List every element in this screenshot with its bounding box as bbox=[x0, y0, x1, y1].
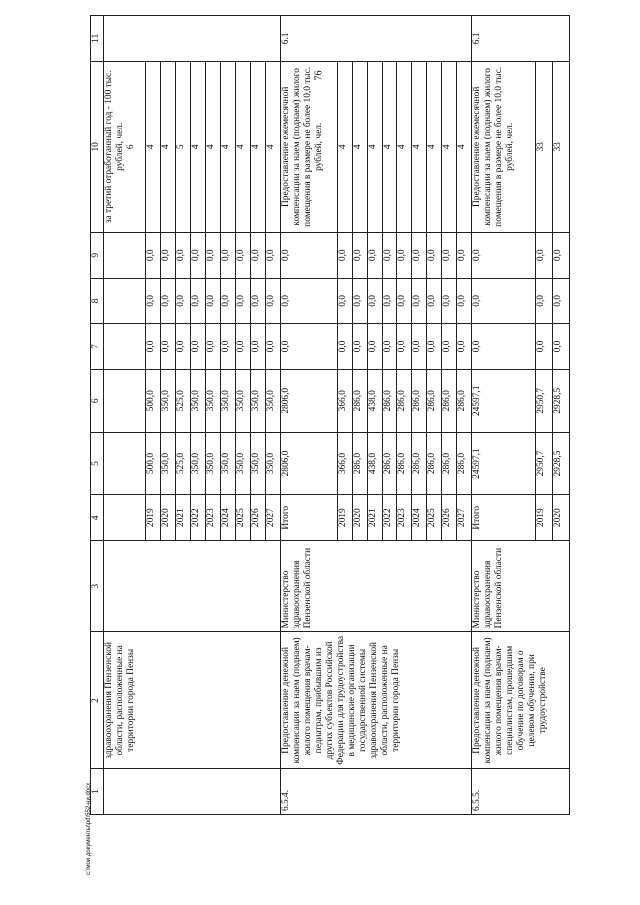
table-cell: 2022 bbox=[382, 495, 397, 541]
table-cell: 286,0 bbox=[457, 432, 472, 495]
table-cell: 2950,7 bbox=[535, 432, 552, 495]
table-cell: 0,0 bbox=[266, 324, 281, 370]
table-cell: 4 bbox=[397, 61, 412, 232]
table-cell: Итого bbox=[472, 495, 536, 541]
header-cell: 1 bbox=[91, 769, 104, 815]
header-cell: 3 bbox=[91, 541, 104, 632]
table-cell: 286,0 bbox=[352, 369, 367, 432]
table-cell: 2025 bbox=[427, 495, 442, 541]
table-cell: 0,0 bbox=[281, 324, 337, 370]
header-cell: 10 bbox=[91, 61, 104, 232]
table-cell: 350,0 bbox=[236, 432, 251, 495]
table-cell: 0,0 bbox=[221, 324, 236, 370]
table-cell: 5 bbox=[176, 61, 191, 232]
table-cell: Итого bbox=[281, 495, 337, 541]
table-cell: 33 bbox=[552, 61, 569, 232]
table-cell: 4 bbox=[352, 61, 367, 232]
table-cell: 286,0 bbox=[412, 369, 427, 432]
table-cell: 0,0 bbox=[352, 324, 367, 370]
table-cell: 500,0 bbox=[146, 369, 161, 432]
table-cell: 0,0 bbox=[412, 324, 427, 370]
table-cell: 350,0 bbox=[221, 369, 236, 432]
table-cell: 0,0 bbox=[367, 324, 382, 370]
table-cell: 0,0 bbox=[472, 232, 536, 278]
table-cell: 0,0 bbox=[281, 232, 337, 278]
table-cell: 0,0 bbox=[427, 324, 442, 370]
table-cell: 0,0 bbox=[427, 232, 442, 278]
table-cell: 2025 bbox=[236, 495, 251, 541]
table-cell: 0,0 bbox=[535, 232, 552, 278]
table-cell: 2027 bbox=[457, 495, 472, 541]
table-cell: 0,0 bbox=[457, 278, 472, 324]
table-cell: 350,0 bbox=[206, 432, 221, 495]
table-cell: 0,0 bbox=[367, 278, 382, 324]
table-cell: 438,0 bbox=[367, 369, 382, 432]
header-cell: 5 bbox=[91, 432, 104, 495]
header-cell: 4 bbox=[91, 495, 104, 541]
table-cell: 350,0 bbox=[221, 432, 236, 495]
table-cell: 4 bbox=[161, 61, 176, 232]
table-cell: 4 bbox=[367, 61, 382, 232]
table-cell: 4 bbox=[146, 61, 161, 232]
table-cell: 2023 bbox=[206, 495, 221, 541]
table-cell: 2928,5 bbox=[552, 432, 569, 495]
table-cell: 0,0 bbox=[337, 278, 352, 324]
header-cell: 11 bbox=[91, 16, 104, 62]
table-cell: 0,0 bbox=[535, 278, 552, 324]
table-cell bbox=[104, 232, 146, 278]
table-cell: 286,0 bbox=[442, 432, 457, 495]
table-wrapper bbox=[90, 15, 570, 815]
table-cell: 0,0 bbox=[221, 278, 236, 324]
header-row bbox=[91, 16, 104, 815]
table-cell: 0,0 bbox=[161, 278, 176, 324]
table-row bbox=[104, 16, 146, 815]
table-cell: 4 bbox=[251, 61, 266, 232]
table-cell: 0,0 bbox=[266, 232, 281, 278]
table-cell: 0,0 bbox=[251, 232, 266, 278]
table-cell: 366,0 bbox=[337, 432, 352, 495]
table-cell: 4 bbox=[221, 61, 236, 232]
table-cell: 350,0 bbox=[161, 369, 176, 432]
table-cell: 0,0 bbox=[206, 278, 221, 324]
table-cell: 2023 bbox=[397, 495, 412, 541]
table-cell: 0,0 bbox=[146, 324, 161, 370]
table-cell: Министерство здравоохранения Пензенской области bbox=[472, 541, 570, 632]
table-cell: 6.1 bbox=[281, 16, 472, 62]
table-cell: 0,0 bbox=[367, 232, 382, 278]
table-row bbox=[472, 16, 536, 815]
table-cell: 350,0 bbox=[251, 432, 266, 495]
table-cell: 2019 bbox=[535, 495, 552, 541]
table-cell: 4 bbox=[457, 61, 472, 232]
table-cell: 0,0 bbox=[442, 278, 457, 324]
table-cell: 0,0 bbox=[191, 324, 206, 370]
table-cell: 350,0 bbox=[251, 369, 266, 432]
table-cell bbox=[104, 495, 146, 541]
table-cell: 0,0 bbox=[427, 278, 442, 324]
program-table bbox=[90, 15, 570, 815]
table-cell: 350,0 bbox=[191, 432, 206, 495]
table-cell bbox=[104, 541, 281, 632]
table-cell: 286,0 bbox=[382, 432, 397, 495]
table-cell: 0,0 bbox=[457, 324, 472, 370]
table-cell: 2021 bbox=[367, 495, 382, 541]
table-cell: 2019 bbox=[146, 495, 161, 541]
table-cell: 2021 bbox=[176, 495, 191, 541]
header-cell: 7 bbox=[91, 324, 104, 370]
table-cell: 2020 bbox=[161, 495, 176, 541]
table-cell: 4 bbox=[442, 61, 457, 232]
table-cell: 350,0 bbox=[161, 432, 176, 495]
header-cell: 6 bbox=[91, 369, 104, 432]
table-cell: 0,0 bbox=[552, 324, 569, 370]
table-cell: 286,0 bbox=[382, 369, 397, 432]
table-cell: 286,0 bbox=[427, 432, 442, 495]
table-cell: 4 bbox=[206, 61, 221, 232]
table-cell bbox=[104, 432, 146, 495]
table-cell: 286,0 bbox=[352, 432, 367, 495]
table-cell: 0,0 bbox=[382, 324, 397, 370]
table-cell: 0,0 bbox=[176, 278, 191, 324]
table-cell: 0,0 bbox=[352, 232, 367, 278]
table-cell: 4 bbox=[266, 61, 281, 232]
table-row bbox=[281, 16, 337, 815]
table-cell bbox=[104, 324, 146, 370]
table-cell: 0,0 bbox=[281, 278, 337, 324]
table-cell: 4 bbox=[382, 61, 397, 232]
table-cell: 438,0 bbox=[367, 432, 382, 495]
table-cell: 2950,7 bbox=[535, 369, 552, 432]
table-cell: 4 bbox=[191, 61, 206, 232]
table-cell: 2024 bbox=[221, 495, 236, 541]
table-cell: 2020 bbox=[352, 495, 367, 541]
table-cell: 2026 bbox=[442, 495, 457, 541]
table-cell: 350,0 bbox=[266, 369, 281, 432]
page-number: 76 bbox=[313, 70, 325, 81]
table-cell: 286,0 bbox=[427, 369, 442, 432]
table-cell: 0,0 bbox=[176, 232, 191, 278]
table-cell: 0,0 bbox=[442, 232, 457, 278]
table-cell: 2806,0 bbox=[281, 432, 337, 495]
table-cell: 0,0 bbox=[266, 278, 281, 324]
table-cell: 0,0 bbox=[337, 324, 352, 370]
table-cell: 4 bbox=[236, 61, 251, 232]
table-cell: Предоставление денежной компенсации за наем (поднаем) жилого помещения врачам-специалистам, прошедшим обучение по договорам о целевом обучении, при трудоустройстве bbox=[472, 632, 570, 769]
table-cell: Министерство здравоохранения Пензенской области bbox=[281, 541, 472, 632]
table-cell: 0,0 bbox=[236, 278, 251, 324]
table-cell: 0,0 bbox=[382, 232, 397, 278]
table-cell: 0,0 bbox=[176, 324, 191, 370]
table-cell: 286,0 bbox=[397, 432, 412, 495]
table-cell: 6.5.4. bbox=[281, 769, 472, 815]
table-cell: 0,0 bbox=[352, 278, 367, 324]
table-cell: 350,0 bbox=[266, 432, 281, 495]
table-cell: 2020 bbox=[552, 495, 569, 541]
table-cell: 2019 bbox=[337, 495, 352, 541]
table-body bbox=[104, 16, 570, 815]
table-cell: 0,0 bbox=[382, 278, 397, 324]
table-cell: Предоставление ежемесячной компенсации за наем (поднаем) жилого помещения в размере не более 10,0 тыс. рублей, чел. bbox=[281, 61, 337, 232]
table-cell: 2027 bbox=[266, 495, 281, 541]
table-cell: 0,0 bbox=[397, 278, 412, 324]
table-cell: 0,0 bbox=[236, 324, 251, 370]
table-cell: 286,0 bbox=[457, 369, 472, 432]
table-cell: 0,0 bbox=[251, 278, 266, 324]
table-cell: 0,0 bbox=[206, 324, 221, 370]
table-cell: Предоставление денежной компенсации за наем (поднаем) жилого помещения врачам-педиатрам, прибывшим из других субъектов Российской Федерации для трудоустройства в медицинские организации государственной системы здравоохранения Пензенской области, расположенные на территории города Пензы bbox=[281, 632, 472, 769]
table-cell: 0,0 bbox=[472, 324, 536, 370]
table-cell: 4 bbox=[412, 61, 427, 232]
table-cell: 0,0 bbox=[146, 232, 161, 278]
table-cell bbox=[104, 278, 146, 324]
table-cell: 24597,1 bbox=[472, 369, 536, 432]
table-cell: 0,0 bbox=[412, 278, 427, 324]
rotated-page bbox=[90, 15, 640, 811]
table-cell: 0,0 bbox=[535, 324, 552, 370]
table-cell: 0,0 bbox=[552, 232, 569, 278]
table-cell: 350,0 bbox=[191, 369, 206, 432]
table-cell: 2806,0 bbox=[281, 369, 337, 432]
table-cell: 350,0 bbox=[206, 369, 221, 432]
table-cell bbox=[104, 16, 281, 62]
table-cell: 0,0 bbox=[412, 232, 427, 278]
table-cell: 0,0 bbox=[161, 232, 176, 278]
table-cell: 0,0 bbox=[457, 232, 472, 278]
table-cell: Предоставление ежемесячной компенсации за наем (поднаем) жилого помещения в размере не более 10,0 тыс. рублей, чел. bbox=[472, 61, 536, 232]
table-cell: 0,0 bbox=[251, 324, 266, 370]
table-cell-value: 6 bbox=[126, 144, 136, 150]
table-cell: 286,0 bbox=[397, 369, 412, 432]
table-cell: 6.1 bbox=[472, 16, 570, 62]
table-cell: 4 bbox=[427, 61, 442, 232]
table-cell: 525,0 bbox=[176, 432, 191, 495]
table-cell: 0,0 bbox=[397, 232, 412, 278]
header-cell: 9 bbox=[91, 232, 104, 278]
table-cell: 0,0 bbox=[161, 324, 176, 370]
table-cell: 0,0 bbox=[472, 278, 536, 324]
table-cell: 0,0 bbox=[397, 324, 412, 370]
header-cell: 2 bbox=[91, 632, 104, 769]
table-cell: 4 bbox=[337, 61, 352, 232]
table-cell: 2026 bbox=[251, 495, 266, 541]
table-cell: 0,0 bbox=[191, 278, 206, 324]
table-cell: 2022 bbox=[191, 495, 206, 541]
table-cell: 6.5.5. bbox=[472, 769, 570, 815]
table-cell: 0,0 bbox=[337, 232, 352, 278]
table-cell: 0,0 bbox=[236, 232, 251, 278]
table-cell: 0,0 bbox=[191, 232, 206, 278]
header-cell: 8 bbox=[91, 278, 104, 324]
table-cell: 0,0 bbox=[442, 324, 457, 370]
table-cell: 0,0 bbox=[206, 232, 221, 278]
table-cell: за третий отработанный год - 100 тыс. рублей, чел. 6 bbox=[104, 61, 146, 232]
table-cell: 0,0 bbox=[221, 232, 236, 278]
table-cell: 2024 bbox=[412, 495, 427, 541]
table-cell bbox=[104, 369, 146, 432]
table-cell: 0,0 bbox=[552, 278, 569, 324]
table-cell: 500,0 bbox=[146, 432, 161, 495]
table-cell: 525,0 bbox=[176, 369, 191, 432]
table-cell: 0,0 bbox=[146, 278, 161, 324]
table-cell: 366,0 bbox=[337, 369, 352, 432]
table-cell: 286,0 bbox=[442, 369, 457, 432]
table-cell bbox=[104, 769, 281, 815]
table-cell: 33 bbox=[535, 61, 552, 232]
footer-path: c:\мои документы\pd\552-ни.docx bbox=[86, 782, 92, 875]
table-cell: здравоохранения Пензенской области, расположенные на территории города Пензы bbox=[104, 632, 281, 769]
table-cell: 24597,1 bbox=[472, 432, 536, 495]
table-cell: 350,0 bbox=[236, 369, 251, 432]
table-cell: 286,0 bbox=[412, 432, 427, 495]
table-cell: 2928,5 bbox=[552, 369, 569, 432]
